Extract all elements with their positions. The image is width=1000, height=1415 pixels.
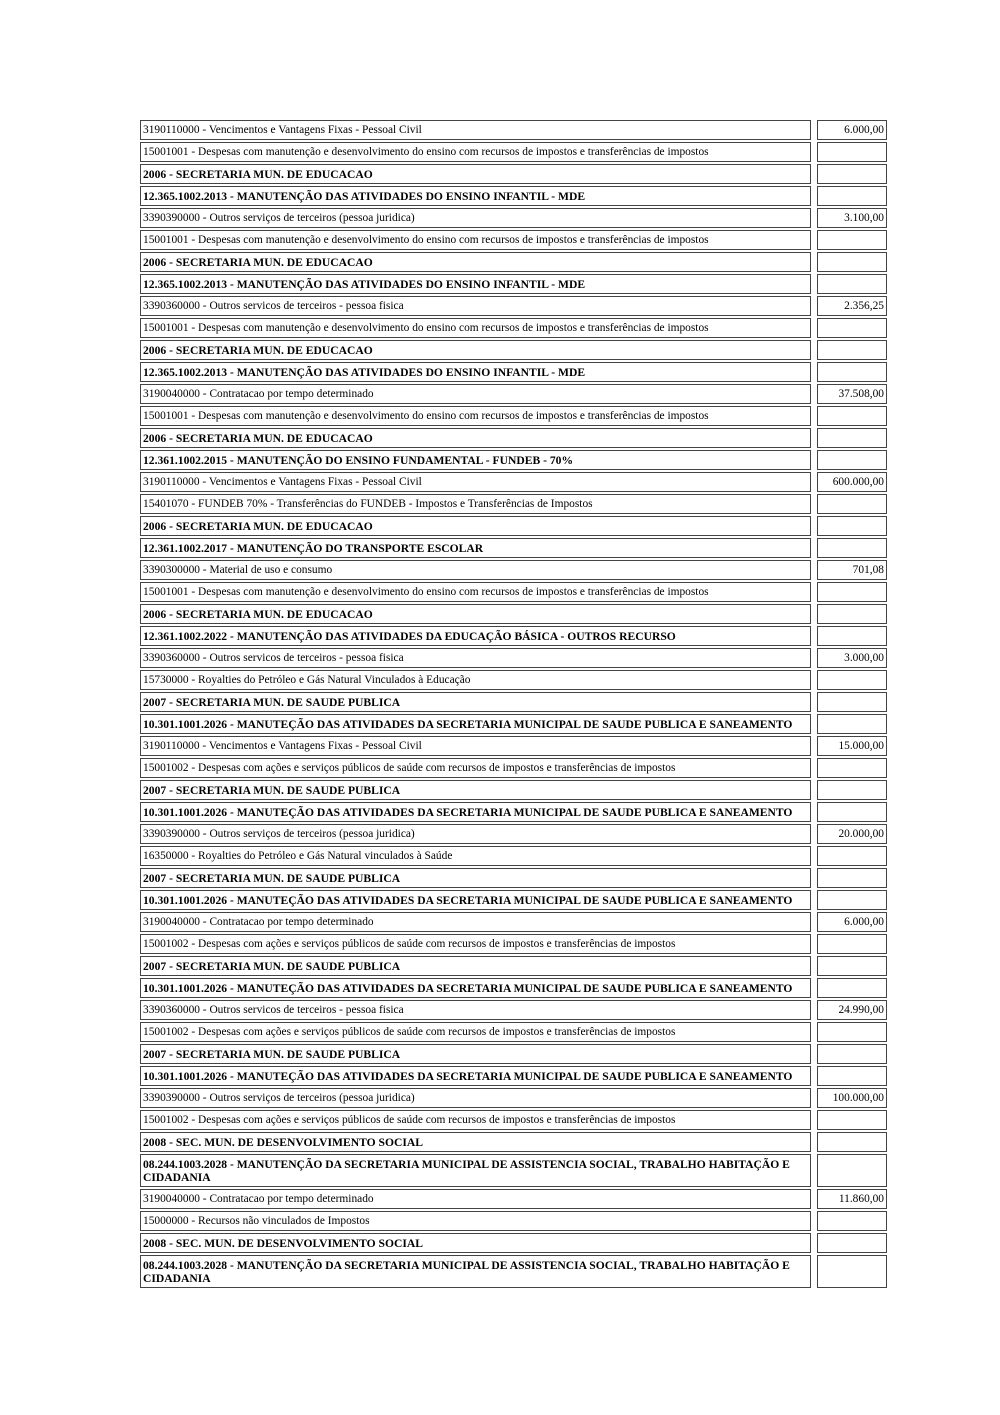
row-value: 24.990,00 [817, 1000, 887, 1020]
table-row-heading [140, 362, 888, 382]
row-value [817, 516, 887, 536]
row-description: 10.301.1001.2026 - MANUTEÇÃO DAS ATIVIDADES DA SECRETARIA MUNICIPAL DE SAUDE PUBLICA E SANEAMENTO [140, 978, 811, 998]
table-row [140, 142, 888, 162]
row-value [817, 252, 887, 272]
row-description: 15001001 - Despesas com manutenção e desenvolvimento do ensino com recursos de impostos e transferências de impostos [140, 230, 811, 250]
budget-table [140, 120, 888, 1290]
table-row-heading [140, 802, 888, 822]
row-description: 15001001 - Despesas com manutenção e desenvolvimento do ensino com recursos de impostos e transferências de impostos [140, 406, 811, 426]
row-value [817, 274, 887, 294]
row-value [817, 406, 887, 426]
table-row [140, 670, 888, 690]
row-description: 15001001 - Despesas com manutenção e desenvolvimento do ensino com recursos de impostos e transferências de impostos [140, 318, 811, 338]
row-description: 10.301.1001.2026 - MANUTEÇÃO DAS ATIVIDADES DA SECRETARIA MUNICIPAL DE SAUDE PUBLICA E SANEAMENTO [140, 1066, 811, 1086]
row-value [817, 802, 887, 822]
row-description: 3190110000 - Vencimentos e Vantagens Fixas - Pessoal Civil [140, 472, 811, 492]
row-description: 15001002 - Despesas com ações e serviços públicos de saúde com recursos de impostos e transferências de impostos [140, 934, 811, 954]
row-value: 3.100,00 [817, 208, 887, 228]
row-value [817, 956, 887, 976]
table-row [140, 1022, 888, 1042]
row-description: 2008 - SEC. MUN. DE DESENVOLVIMENTO SOCIAL [140, 1132, 811, 1152]
row-description: 15401070 - FUNDEB 70% - Transferências do FUNDEB - Impostos e Transferências de Impostos [140, 494, 811, 514]
table-row [140, 472, 888, 492]
row-value: 37.508,00 [817, 384, 887, 404]
row-description: 15000000 - Recursos não vinculados de Impostos [140, 1211, 811, 1231]
row-description: 3390300000 - Material de uso e consumo [140, 560, 811, 580]
row-value: 20.000,00 [817, 824, 887, 844]
row-value [817, 758, 887, 778]
row-description: 2006 - SECRETARIA MUN. DE EDUCACAO [140, 252, 811, 272]
row-value: 11.860,00 [817, 1189, 887, 1209]
table-row-heading [140, 1233, 888, 1253]
row-value [817, 714, 887, 734]
row-value: 6.000,00 [817, 120, 887, 140]
row-description: 15001002 - Despesas com ações e serviços públicos de saúde com recursos de impostos e transferências de impostos [140, 1110, 811, 1130]
table-row-heading [140, 956, 888, 976]
row-value [817, 142, 887, 162]
table-row-heading [140, 1132, 888, 1152]
row-description: 15001002 - Despesas com ações e serviços públicos de saúde com recursos de impostos e transferências de impostos [140, 758, 811, 778]
row-description: 12.365.1002.2013 - MANUTENÇÃO DAS ATIVIDADES DO ENSINO INFANTIL - MDE [140, 186, 811, 206]
row-description: 2007 - SECRETARIA MUN. DE SAUDE PUBLICA [140, 868, 811, 888]
row-description: 2006 - SECRETARIA MUN. DE EDUCACAO [140, 604, 811, 624]
row-description: 15730000 - Royalties do Petróleo e Gás Natural Vinculados à Educação [140, 670, 811, 690]
row-description: 10.301.1001.2026 - MANUTEÇÃO DAS ATIVIDADES DA SECRETARIA MUNICIPAL DE SAUDE PUBLICA E SANEAMENTO [140, 714, 811, 734]
table-row [140, 736, 888, 756]
table-row-heading [140, 252, 888, 272]
table-row [140, 494, 888, 514]
row-value [817, 428, 887, 448]
table-row [140, 912, 888, 932]
table-row [140, 1211, 888, 1231]
table-row [140, 1110, 888, 1130]
row-description: 3390360000 - Outros servicos de terceiros - pessoa fisica [140, 1000, 811, 1020]
row-value [817, 604, 887, 624]
row-description: 3390390000 - Outros serviços de terceiros (pessoa juridica) [140, 1088, 811, 1108]
table-row-heading [140, 890, 888, 910]
row-description: 15001001 - Despesas com manutenção e desenvolvimento do ensino com recursos de impostos e transferências de impostos [140, 582, 811, 602]
row-value [817, 692, 887, 712]
row-description: 2006 - SECRETARIA MUN. DE EDUCACAO [140, 516, 811, 536]
table-row [140, 1189, 888, 1209]
row-description: 12.361.1002.2015 - MANUTENÇÃO DO ENSINO FUNDAMENTAL - FUNDEB - 70% [140, 450, 811, 470]
row-description: 2008 - SEC. MUN. DE DESENVOLVIMENTO SOCIAL [140, 1233, 811, 1253]
row-value: 701,08 [817, 560, 887, 580]
row-value [817, 670, 887, 690]
table-row [140, 846, 888, 866]
row-value [817, 1233, 887, 1253]
table-row-heading [140, 274, 888, 294]
row-description: 15001002 - Despesas com ações e serviços públicos de saúde com recursos de impostos e transferências de impostos [140, 1022, 811, 1042]
table-row-heading [140, 1154, 888, 1187]
row-description: 08.244.1003.2028 - MANUTENÇÃO DA SECRETARIA MUNICIPAL DE ASSISTENCIA SOCIAL, TRABALHO HABITAÇÃO E CIDADANIA [140, 1154, 811, 1187]
row-value [817, 538, 887, 558]
row-description: 10.301.1001.2026 - MANUTEÇÃO DAS ATIVIDADES DA SECRETARIA MUNICIPAL DE SAUDE PUBLICA E SANEAMENTO [140, 890, 811, 910]
row-description: 12.361.1002.2017 - MANUTENÇÃO DO TRANSPORTE ESCOLAR [140, 538, 811, 558]
row-value [817, 780, 887, 800]
row-description: 08.244.1003.2028 - MANUTENÇÃO DA SECRETARIA MUNICIPAL DE ASSISTENCIA SOCIAL, TRABALHO HABITAÇÃO E CIDADANIA [140, 1255, 811, 1288]
row-value [817, 1022, 887, 1042]
table-row [140, 582, 888, 602]
row-value [817, 626, 887, 646]
row-description: 3190040000 - Contratacao por tempo determinado [140, 912, 811, 932]
table-row-heading [140, 186, 888, 206]
row-value: 100.000,00 [817, 1088, 887, 1108]
row-value [817, 1255, 887, 1288]
row-value [817, 186, 887, 206]
row-description: 2006 - SECRETARIA MUN. DE EDUCACAO [140, 340, 811, 360]
row-description: 12.361.1002.2022 - MANUTENÇÃO DAS ATIVIDADES DA EDUCAÇÃO BÁSICA - OUTROS RECURSO [140, 626, 811, 646]
table-row-heading [140, 626, 888, 646]
table-row [140, 384, 888, 404]
table-row-heading [140, 450, 888, 470]
row-value [817, 1066, 887, 1086]
table-row-heading [140, 604, 888, 624]
row-value: 15.000,00 [817, 736, 887, 756]
row-description: 3190040000 - Contratacao por tempo determinado [140, 1189, 811, 1209]
table-row [140, 296, 888, 316]
row-description: 3190040000 - Contratacao por tempo determinado [140, 384, 811, 404]
table-row-heading [140, 428, 888, 448]
row-value [817, 846, 887, 866]
row-description: 2006 - SECRETARIA MUN. DE EDUCACAO [140, 428, 811, 448]
table-row [140, 120, 888, 140]
row-value [817, 318, 887, 338]
table-row-heading [140, 780, 888, 800]
row-description: 3390390000 - Outros serviços de terceiros (pessoa juridica) [140, 824, 811, 844]
row-value [817, 450, 887, 470]
row-value: 600.000,00 [817, 472, 887, 492]
row-description: 15001001 - Despesas com manutenção e desenvolvimento do ensino com recursos de impostos e transferências de impostos [140, 142, 811, 162]
row-value [817, 494, 887, 514]
table-row-heading [140, 692, 888, 712]
row-value [817, 340, 887, 360]
row-value [817, 362, 887, 382]
table-row [140, 560, 888, 580]
row-value [817, 1044, 887, 1064]
row-value [817, 1211, 887, 1231]
row-value [817, 1154, 887, 1187]
row-description: 16350000 - Royalties do Petróleo e Gás Natural vinculados à Saúde [140, 846, 811, 866]
row-description: 12.365.1002.2013 - MANUTENÇÃO DAS ATIVIDADES DO ENSINO INFANTIL - MDE [140, 362, 811, 382]
table-row-heading [140, 538, 888, 558]
row-description: 3390360000 - Outros servicos de terceiros - pessoa fisica [140, 648, 811, 668]
row-value: 3.000,00 [817, 648, 887, 668]
row-description: 3190110000 - Vencimentos e Vantagens Fixas - Pessoal Civil [140, 736, 811, 756]
table-row [140, 934, 888, 954]
row-value [817, 890, 887, 910]
table-row [140, 318, 888, 338]
row-description: 3390390000 - Outros serviços de terceiros (pessoa juridica) [140, 208, 811, 228]
row-value [817, 1132, 887, 1152]
row-description: 2007 - SECRETARIA MUN. DE SAUDE PUBLICA [140, 780, 811, 800]
row-value: 6.000,00 [817, 912, 887, 932]
row-value [817, 230, 887, 250]
table-row [140, 230, 888, 250]
table-row-heading [140, 868, 888, 888]
table-row [140, 648, 888, 668]
row-value [817, 978, 887, 998]
table-row-heading [140, 340, 888, 360]
row-description: 2006 - SECRETARIA MUN. DE EDUCACAO [140, 164, 811, 184]
table-row-heading [140, 516, 888, 536]
row-description: 2007 - SECRETARIA MUN. DE SAUDE PUBLICA [140, 956, 811, 976]
row-value: 2.356,25 [817, 296, 887, 316]
row-description: 2007 - SECRETARIA MUN. DE SAUDE PUBLICA [140, 1044, 811, 1064]
row-description: 3390360000 - Outros servicos de terceiros - pessoa fisica [140, 296, 811, 316]
row-value [817, 164, 887, 184]
row-description: 12.365.1002.2013 - MANUTENÇÃO DAS ATIVIDADES DO ENSINO INFANTIL - MDE [140, 274, 811, 294]
row-description: 3190110000 - Vencimentos e Vantagens Fixas - Pessoal Civil [140, 120, 811, 140]
row-value [817, 934, 887, 954]
table-row-heading [140, 714, 888, 734]
row-description: 2007 - SECRETARIA MUN. DE SAUDE PUBLICA [140, 692, 811, 712]
row-value [817, 1110, 887, 1130]
table-row [140, 758, 888, 778]
table-row-heading [140, 978, 888, 998]
table-row [140, 824, 888, 844]
table-row-heading [140, 164, 888, 184]
table-row [140, 208, 888, 228]
table-row-heading [140, 1066, 888, 1086]
table-row [140, 1000, 888, 1020]
table-row-heading [140, 1255, 888, 1288]
row-value [817, 582, 887, 602]
table-row [140, 1088, 888, 1108]
table-row [140, 406, 888, 426]
row-description: 10.301.1001.2026 - MANUTEÇÃO DAS ATIVIDADES DA SECRETARIA MUNICIPAL DE SAUDE PUBLICA E SANEAMENTO [140, 802, 811, 822]
row-value [817, 868, 887, 888]
table-row-heading [140, 1044, 888, 1064]
